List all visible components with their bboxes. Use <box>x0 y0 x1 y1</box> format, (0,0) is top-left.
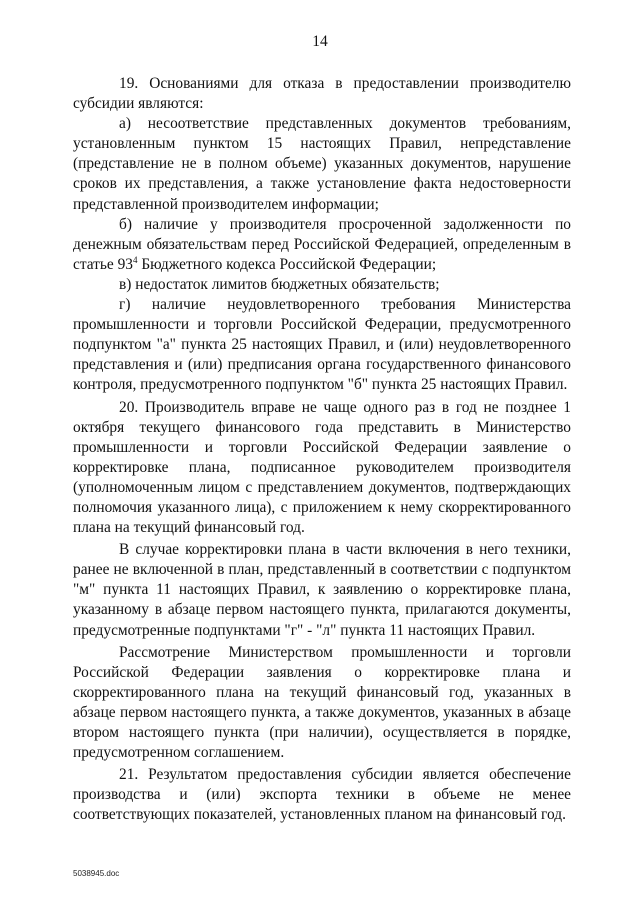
paragraph-19-g: г) наличие неудовлетворенного требования Министерства промышленности и торговли Российской Федерации, предусмотренного подпунктом "а" пункта 25 настоящих Правил, и (или) неудовлетворенного представления и (или) предписания органа государственного финансового контроля, предусмотренного подпунктом "б" пункта 25 настоящих Правил. <box>73 296 571 394</box>
page-number: 14 <box>312 33 328 50</box>
paragraph-19: 19. Основаниями для отказа в предоставлении производителю субсидии являются: <box>73 75 571 113</box>
paragraph-20-third: Рассмотрение Министерством промышленности и торговли Российской Федерации заявления о корректировке плана и скорректированного плана на текущий финансовый год, указанных в абзаце первом настоящего пункта, а также документов, указанных в абзаце втором настоящего пункта (при наличии), осуществляется в порядке, предусмотренном соглашением. <box>73 643 571 762</box>
document-body <box>73 74 571 825</box>
paragraph-19-b-text: б) наличие у производителя просроченной задолженности по денежным обязательствам перед Российской Федерацией, определенным в статье 93 <box>73 215 571 273</box>
paragraph-19-b <box>73 215 571 275</box>
paragraph-19-a: а) несоответствие представленных документов требованиям, установленным пунктом 15 настоящих Правил, непредставление (представление не в полном объеме) указанных документов, нарушение сроков их представления, а также установление факта недостоверности представленной производителем информации; <box>73 115 571 213</box>
paragraph-19-b-text-end: Бюджетного кодекса Российской Федерации; <box>137 255 437 273</box>
article-superscript: 4 <box>133 254 138 265</box>
paragraph-19-v: в) недостаток лимитов бюджетных обязательств; <box>119 275 440 293</box>
document-code: 5038945.doc <box>73 869 120 878</box>
paragraph-21: 21. Результатом предоставления субсидии является обеспечение производства и (или) экспорта техники в объеме не менее соответствующих показателей, установленных планом на финансовый год. <box>73 766 571 824</box>
paragraph-20: 20. Производитель вправе не чаще одного раз в год не позднее 1 октября текущего финансового года представить в Министерство промышленности и торговли Российской Федерации заявление о корректировке плана, подписанное руководителем производителя (уполномоченным лицом с представлением документов, подтверждающих полномочия указанного лица), с приложением к нему скорректированного плана на текущий финансовый год. <box>73 398 571 537</box>
paragraph-20-second: В случае корректировки плана в части включения в него техники, ранее не включенной в план, представленный в соответствии с подпунктом "м" пункта 11 настоящих Правил, к заявлению о корректировке плана, указанному в абзаце первом настоящего пункта, прилагаются документы, предусмотренные подпунктами "г" - "л" пункта 11 настоящих Правил. <box>73 541 571 639</box>
